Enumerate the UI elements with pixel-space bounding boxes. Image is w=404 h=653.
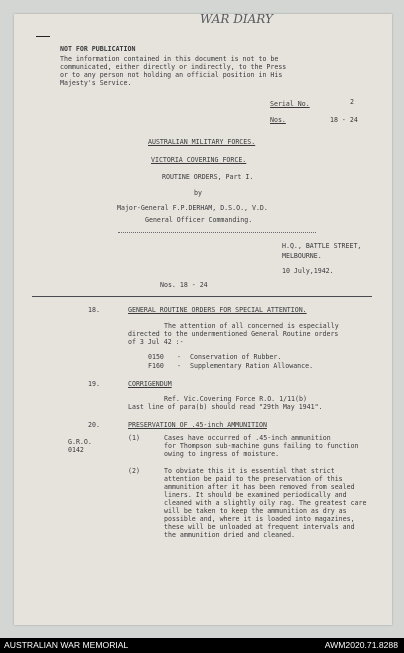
margin-reference: G.R.O. bbox=[68, 438, 92, 446]
officer-name: Major-General F.P.DERHAM, D.S.O., V.D. bbox=[117, 204, 268, 212]
para-line: for Thompson sub-machine guns failing to function bbox=[164, 442, 359, 450]
item-line: directed to the undermentioned General Routine orders bbox=[128, 330, 339, 338]
notice-line: communicated, either directly or indirectly, to the Press bbox=[60, 63, 287, 71]
serial-mark: 2 bbox=[350, 98, 354, 106]
nos-label: Nos. bbox=[270, 116, 286, 124]
item-line: The attention of all concerned is especially bbox=[164, 322, 339, 330]
org-title: AUSTRALIAN MILITARY FORCES. bbox=[148, 138, 256, 146]
margin-reference: 0142 bbox=[68, 446, 84, 454]
document-page bbox=[14, 14, 392, 625]
para-line: attention be paid to the preservation of this bbox=[164, 475, 343, 483]
by-label: by bbox=[194, 189, 202, 197]
para-line: will be taken to keep the ammunition as dry as bbox=[164, 507, 347, 515]
serial-label: Serial No. bbox=[270, 100, 310, 108]
para-line: the ammunition dried and cleaned. bbox=[164, 531, 296, 539]
officer-role: General Officer Commanding. bbox=[145, 216, 253, 224]
order-dash: - bbox=[177, 353, 181, 361]
item-line: Last line of para(b) should read "29th May 1941". bbox=[128, 403, 323, 411]
archive-footer bbox=[0, 638, 404, 653]
address-line: MELBOURNE. bbox=[282, 252, 322, 260]
item-heading: CORRIGENDUM bbox=[128, 380, 172, 388]
item-number: 18. bbox=[88, 306, 100, 314]
para-line: possible and, where it is loaded into magazines, bbox=[164, 515, 355, 523]
nos-repeat: Nos. 18 - 24 bbox=[160, 281, 208, 289]
para-line: Cases have occurred of .45-inch ammunition bbox=[164, 434, 331, 442]
order-dash: - bbox=[177, 362, 181, 370]
item-number: 19. bbox=[88, 380, 100, 388]
order-code: 0150 bbox=[148, 353, 164, 361]
para-number: (2) bbox=[128, 467, 140, 475]
order-text: Supplementary Ration Allowance. bbox=[190, 362, 314, 370]
para-number: (1) bbox=[128, 434, 140, 442]
para-line: cleaned with a slightly oily rag. The greatest care bbox=[164, 499, 367, 507]
para-line: To obviate this it is essential that strict bbox=[164, 467, 335, 475]
notice-line: Majesty's Service. bbox=[60, 79, 132, 87]
handwritten-title: WAR DIARY bbox=[200, 12, 273, 26]
item-heading: GENERAL ROUTINE ORDERS FOR SPECIAL ATTENTION. bbox=[128, 306, 307, 314]
orders-title: ROUTINE ORDERS, Part I. bbox=[162, 173, 254, 181]
order-code: F160 bbox=[148, 362, 164, 370]
notice-line: The information contained in this document is not to be bbox=[60, 55, 279, 63]
title-divider bbox=[118, 232, 316, 233]
nos-value: 18 - 24 bbox=[330, 116, 358, 124]
para-line: liners. It should be examined periodically and bbox=[164, 491, 347, 499]
para-line: owing to ingress of moisture. bbox=[164, 450, 280, 458]
section-divider bbox=[32, 296, 372, 297]
item-heading: PRESERVATION OF .45-inch AMMUNITION bbox=[128, 421, 267, 429]
order-text: Conservation of Rubber. bbox=[190, 353, 282, 361]
notice-line: or to any person not holding an official position in His bbox=[60, 71, 283, 79]
item-line: Ref. Vic.Covering Force R.O. 1/11(b) bbox=[164, 395, 307, 403]
item-number: 20. bbox=[88, 421, 100, 429]
punch-mark bbox=[36, 36, 50, 37]
item-line: of 3 Jul 42 :- bbox=[128, 338, 184, 346]
address-line: H.Q., BATTLE STREET, bbox=[282, 242, 362, 250]
footer-accession-id: AWM2020.71.8288 bbox=[324, 640, 398, 650]
footer-institution: AUSTRALIAN WAR MEMORIAL bbox=[4, 640, 129, 650]
para-line: these will be unloaded at frequent intervals and bbox=[164, 523, 355, 531]
order-date: 10 July,1942. bbox=[282, 267, 334, 275]
publication-notice-label: NOT FOR PUBLICATION bbox=[60, 45, 136, 53]
force-title: VICTORIA COVERING FORCE. bbox=[151, 156, 247, 164]
para-line: ammunition after it has been removed from sealed bbox=[164, 483, 355, 491]
